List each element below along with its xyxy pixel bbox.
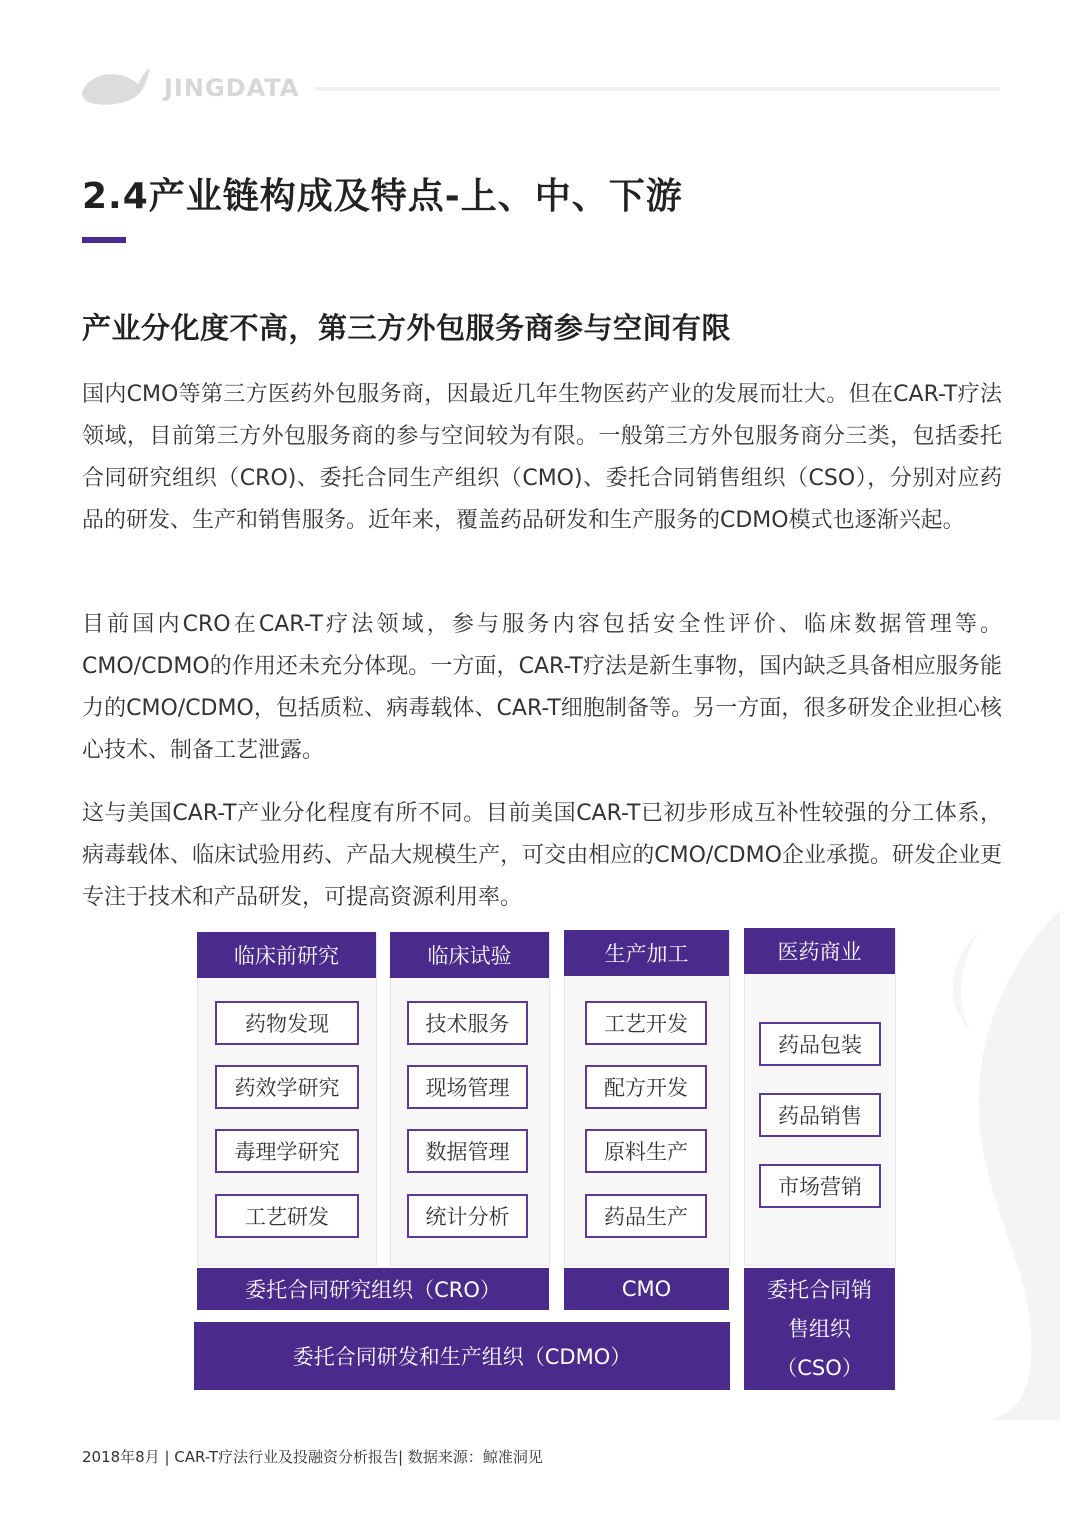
service-item: 工艺研发 <box>215 1194 359 1238</box>
paragraph: 目前国内CRO在CAR-T疗法领域，参与服务内容包括安全性评价、临床数据管理等。CMO/CDMO的作用还未充分体现。一方面，CAR-T疗法是新生事物，国内缺乏具备相应服务能力的CMO/CDMO，包括质粒、病毒载体、CAR-T细胞制备等。另一方面，很多研发企业担心核心技术、制备工艺泄露。 <box>82 612 1002 763</box>
service-item: 药物发现 <box>215 1001 359 1045</box>
paragraph: 这与美国CAR-T产业分化程度有所不同。目前美国CAR-T已初步形成互补性较强的分工体系，病毒载体、临床试验用药、产品大规模生产，可交由相应的CMO/CDMO企业承揽。研发企业更专注于技术和产品研发，可提高资源利用率。 <box>82 801 1002 910</box>
service-item: 毒理学研究 <box>215 1129 359 1173</box>
service-item: 工艺开发 <box>585 1001 707 1045</box>
column-header: 医药商业 <box>744 928 895 974</box>
service-item: 数据管理 <box>407 1129 528 1173</box>
cso-label: 委托合同销售组织（CSO） <box>767 1277 872 1380</box>
service-item: 市场营销 <box>759 1164 881 1208</box>
column-header: 临床试验 <box>390 932 549 978</box>
service-item: 现场管理 <box>407 1065 528 1109</box>
page-header <box>80 60 1000 120</box>
header-divider <box>315 87 1000 91</box>
service-item: 药效学研究 <box>215 1065 359 1109</box>
title-accent-bar <box>82 237 126 243</box>
cro-band: 委托合同研究组织（CRO） <box>197 1268 549 1310</box>
paragraph: 国内CMO等第三方医药外包服务商，因最近几年生物医药产业的发展而壮大。但在CAR-T疗法领域，目前第三方外包服务商的参与空间较为有限。一般第三方外包服务商分三类，包括委托合同研究组织（CRO)、委托合同生产组织（CMO)、委托合同销售组织（CSO），分别对应药品的研发、生产和销售服务。近年来，覆盖药品研发和生产服务的CDMO模式也逐渐兴起。 <box>82 382 1002 533</box>
service-item: 统计分析 <box>407 1194 528 1238</box>
service-item: 配方开发 <box>585 1065 707 1109</box>
page-footer: 2018年8月 | CAR-T疗法行业及投融资分析报告| 数据来源：鲸准洞见 <box>82 1448 543 1466</box>
section-subtitle: 产业分化度不高，第三方外包服务商参与空间有限 <box>82 311 732 345</box>
cdmo-band: 委托合同研发和生产组织（CDMO） <box>194 1322 730 1390</box>
service-item: 技术服务 <box>407 1001 528 1045</box>
service-item: 药品销售 <box>759 1093 881 1137</box>
column-header: 临床前研究 <box>197 932 376 978</box>
service-item: 药品生产 <box>585 1194 707 1238</box>
section-title: 2.4产业链构成及特点-上、中、下游 <box>82 176 683 217</box>
brand-name: JINGDATA <box>164 74 300 102</box>
cso-band <box>744 1268 895 1390</box>
service-item: 原料生产 <box>585 1129 707 1173</box>
service-item: 药品包装 <box>759 1022 881 1066</box>
column-header: 生产加工 <box>564 930 729 976</box>
cmo-band: CMO <box>564 1268 729 1310</box>
whale-logo-icon <box>80 62 152 110</box>
